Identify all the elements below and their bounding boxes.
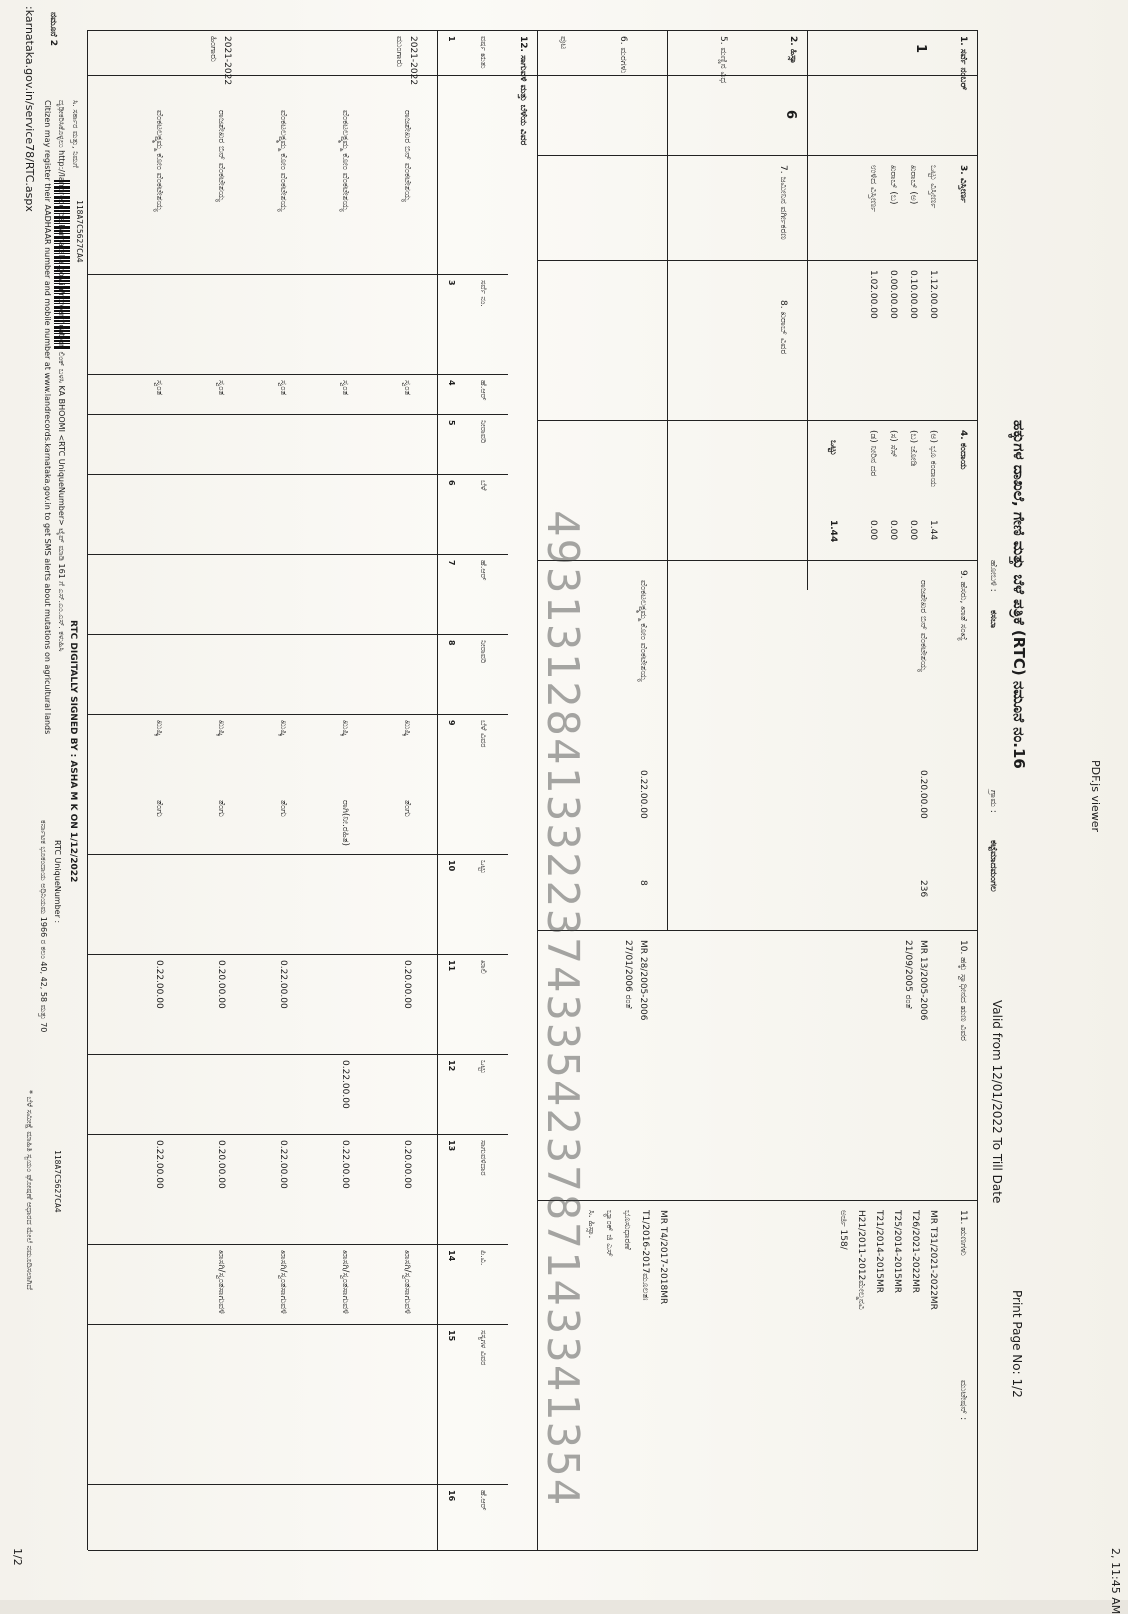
crop-row-year: 2021-2022 — [408, 36, 418, 86]
crop-row-type: ಸ್ವಂತ — [402, 380, 412, 396]
crop-column-divider — [88, 374, 508, 375]
page-label: ಪುಟ — [558, 36, 568, 50]
hobli-label: ಹೋಬಳಿ : — [988, 560, 998, 592]
col11-entry: MR T4/2017-2018MR — [658, 1210, 668, 1305]
col10-entry-2: MR 28/2005-2006 — [638, 940, 648, 1021]
tax-row-value: 0.00 — [908, 520, 918, 541]
hissa-label: 2. ಹಿಸ್ಸಾ — [788, 36, 798, 64]
owner-area-1: 0.20.00.00 — [918, 770, 928, 819]
crop-header-label: ಒಟ್ಟು — [479, 1060, 488, 1074]
crop-row-mark: ಖಾಸಗಿ/ಸ್ವಂತಸಾಗುವಳಿ — [340, 1250, 350, 1314]
owner-area-2: 0.22.00.00 — [638, 770, 648, 819]
crop-column-divider — [88, 854, 508, 855]
extent-row-value: 1.02.00.00 — [868, 270, 878, 319]
owner-khata-1: 236 — [918, 880, 928, 898]
crop-header-number: 7 — [447, 560, 456, 566]
owner-name-1: ರಾಜಶೇಖರ ಬಿನ್ ವೆಂಕಟೇಶಯ್ಯ — [918, 580, 928, 672]
crop-row-mark: ಖಾಸಗಿ/ಸ್ವಂತಸಾಗುವಳಿ — [402, 1250, 412, 1314]
crop-row-crop: ತೆಂಗು — [278, 800, 288, 817]
frame-top — [977, 30, 978, 1550]
survey-number: 1 — [913, 44, 928, 54]
tax-row-label: (ಡ) ನೀರಿನ ದರ — [868, 430, 878, 477]
crop-column-divider — [88, 274, 508, 275]
crop-header-number: 5 — [447, 420, 456, 426]
extent-row-label: ಖರಾಬ್ (ಅ) — [908, 165, 918, 205]
col10-date-2: 27/01/2006 ರಂತೆ — [623, 940, 633, 1009]
col10-date-1: 21/09/2005 ರಂತೆ — [903, 940, 913, 1009]
crop-column-divider — [88, 1484, 508, 1485]
crop-row-type: ಸ್ವಂತ — [340, 380, 350, 396]
crop-row-name: ರಾಜಶೇಖರ ಬಿನ್ ವೆಂಕಟೇಶಯ್ಯ — [402, 110, 412, 202]
note-line: ಸಿ. ಸರ್ಕಾರ ಮತ್ತು, ನಿಮಗೆ — [71, 100, 80, 168]
divider-tax — [538, 420, 978, 421]
crop-survey-note: * ಬೆಳೆ ಸಮೀಕ್ಷೆ ಮಾಹಿತಿ ಸ್ವಯಂ ಘೋಷಣೆ ಆಧಾರದ ಮೇಲೆ ನಮೂದಿಸಲಾಗಿದೆ — [25, 1090, 34, 1290]
crop-column-divider — [88, 474, 508, 475]
crop-header-number: 11 — [447, 960, 456, 972]
crop-header-number: 15 — [447, 1330, 456, 1342]
crop-column-divider — [88, 1054, 508, 1055]
crop-column-divider — [88, 634, 508, 635]
crop-row-type: ಸ್ವಂತ — [216, 380, 226, 396]
col11-entry: ಭೂಸುಧಾರಣೆ — [622, 1210, 632, 1250]
col11-entry: H21/2011-2012ಮೇಲ್ಮನವಿ — [856, 1210, 866, 1310]
col11-entry: ಬ್ಯಾಂಕ್ ಜಿ ಎಸ್ — [604, 1210, 614, 1257]
crop-header-label: ಪಿ.ವಿ. — [479, 1250, 488, 1266]
valid-from-label: Valid from 12/01/2022 To Till Date — [990, 1000, 1004, 1204]
survey-label: 1. ಸರ್ವೆ ನಂಬರ್ — [958, 36, 968, 91]
document-title: ಹಕ್ಕುಗಳ ದಾಖಲೆ, ಗೇಣಿ ಮತ್ತು ಬೆಳೆ ಪತ್ರಿಕೆ (RTC) ನಮೂನೆ ನಂ.16 — [1010, 420, 1028, 769]
page-counter: 1/2 — [11, 1548, 24, 1566]
crop-row-season: ಹಿಂಗಾರು — [208, 36, 218, 62]
crop-header-number: 10 — [447, 860, 456, 872]
village-label: ಗ್ರಾಮ : — [988, 790, 998, 813]
crop-header-label: ಬೆಳೆ ವಿವರ — [479, 720, 488, 748]
crop-header-label: ಬೆಳೆ — [479, 480, 488, 491]
tax-total-label: ಒಟ್ಟು — [828, 440, 838, 456]
crop-header-bottom — [437, 30, 438, 1550]
viewer-title: PDF.js viewer — [1089, 760, 1102, 833]
crop-header-label: ಹೆ.ಆರ್ — [479, 560, 488, 581]
crop-header-number: 1 — [447, 36, 456, 42]
sms-text: Citizen may register their AADHAAR number and mobile number at www.landrecords.karnataka.gov.in to get SMS alerts about mutations on agricultural lands — [43, 100, 52, 735]
crop-row-name: ರಾಜಶೇಖರ ಬಿನ್ ವೆಂಕಟೇಶಯ್ಯ — [216, 110, 226, 202]
unique-number-label: RTC UniqueNumber : — [53, 840, 62, 924]
tax-row-value: 1.44 — [928, 520, 938, 541]
tax-row-label: (ಅ) ಭೂ ಕಂದಾಯ — [928, 430, 938, 488]
owner-col-header: 9. ಹೆಸರು, ಖಾತೆ ಸಂಖ್ಯೆ — [958, 570, 968, 641]
col10-entry-1: MR 13/2005-2006 — [918, 940, 928, 1021]
col11-entry: T26/2021-2022MR — [910, 1210, 920, 1294]
crop-row-name: ವೆಂಕಟಲಕ್ಷ್ಮಮ್ಮ ಕೋಂ ವೆಂಕಟೇಶಯ್ಯ — [154, 110, 164, 212]
crop-header-number: 4 — [447, 380, 456, 386]
crop-row-year: 2021-2022 — [222, 36, 232, 86]
divider-col11 — [538, 1200, 978, 1201]
divider-tax-values — [538, 560, 978, 561]
print-page-label: Print Page No: 1/2 — [1010, 1290, 1024, 1398]
crop-row-mark: ಖಾಸಗಿ/ಸ್ವಂತಸಾಗುವಳಿ — [216, 1250, 226, 1314]
watermark-number: 49313128413322374335423787143341354 — [537, 510, 588, 1508]
soil-label: 5. ಮಣ್ಣಿನ ವಿಧ — [718, 36, 728, 84]
tax-row-value: 0.00 — [868, 520, 878, 541]
crop-header-number: 16 — [447, 1490, 456, 1502]
owner-name-2: ವೆಂಕಟಲಕ್ಷ್ಮಮ್ಮ ಕೋಂ ವೆಂಕಟೇಶಯ್ಯ — [638, 580, 648, 682]
col11-entry: T1/2016-2017ಮೂಲತಃ — [640, 1210, 650, 1301]
crop-row-crop: ರಾಗಿ(ನೀ.ರಹಿತ) — [340, 800, 350, 847]
khb-label: 8. ಖರಾಬ್ ವಿವರ — [778, 300, 788, 355]
crop-column-divider — [88, 1324, 508, 1325]
crop-row-irrigation: ಖುಷ್ಕಿ — [154, 720, 164, 737]
crop-table-title: 12. ಸಾಗುವಳಿ ಮತ್ತು ಬೆಳೆಯ ವಿವರ — [518, 36, 528, 146]
trees-label: 6. ಮರಗಳು — [618, 36, 628, 74]
crop-header-number: 12 — [447, 1060, 456, 1072]
crop-row-area-12: 0.20.00.00 — [216, 1140, 226, 1189]
land-class-label: 7. ಜಮೀನಿನ ವರ್ಗೀಕರಣ — [778, 165, 788, 240]
crop-row-area-12: 0.22.00.00 — [340, 1140, 350, 1189]
crop-header-label: ಸಾಗುವಳಿದಾರ — [479, 1140, 488, 1176]
crop-row-irrigation: ಖುಷ್ಕಿ — [216, 720, 226, 737]
crop-column-divider — [88, 954, 508, 955]
col11-entry: ಅರ್ಜಿ 158/ — [838, 1210, 848, 1250]
crop-row-area-10: 0.22.00.00 — [154, 960, 164, 1009]
extent-row-label: ಉಳಿದ ವಿಸ್ತೀರ್ಣ — [868, 165, 878, 212]
crop-row-name: ವೆಂಕಟಲಕ್ಷ್ಮಮ್ಮ ಕೋಂ ವೆಂಕಟೇಶಯ್ಯ — [340, 110, 350, 212]
col11-entry: MR T31/2021-2022MR — [928, 1210, 938, 1310]
crop-header-number: 13 — [447, 1140, 456, 1152]
crop-row-irrigation: ಖುಷ್ಕಿ — [340, 720, 350, 737]
extent-row-label: ಒಟ್ಟು ವಿಸ್ತೀರ್ಣ — [928, 165, 938, 209]
form-number: ನಮೂನೆ 2 — [48, 12, 58, 47]
page-url[interactable]: :karnataka.gov.in/service78/RTC.aspx — [23, 6, 36, 212]
crop-column-divider — [88, 714, 508, 715]
crop-row-irrigation: ಖುಷ್ಕಿ — [402, 720, 412, 737]
col11-entry: T21/2014-2015MR — [874, 1210, 884, 1294]
crop-header-label: ಸರ್ವೆ ನಂ. — [479, 280, 488, 307]
tax-header: 4. ಕಂದಾಯ — [958, 430, 968, 470]
crop-row-crop: ತೆಂಗು — [216, 800, 226, 817]
unique-number: 118A7C5627CA4 — [53, 1150, 62, 1213]
crop-header-number: 8 — [447, 640, 456, 646]
crop-row-type: ಸ್ವಂತ — [154, 380, 164, 396]
crop-row-crop: ತೆಂಗು — [402, 800, 412, 817]
verify-text: ದೃಢೀಕರಿಸಿಕೊಳ್ಳಲು http://landrecords.karnataka.gov.in/rtcverification ಲಿಂಕ್ ಬಳಸಿ KA BHOOMI <RTC UniqueNumber> ಟೈಪ್ ಮಾಡಿ 161 ಗೆ ಎಸ್.ಎಂ.ಎಸ್. ಕಳುಹಿಸಿ — [57, 100, 66, 652]
crop-row-area-10: 0.20.00.00 — [402, 960, 412, 1009]
signed-by: RTC DIGITALLY SIGNED BY : ASHA M K ON 1/12/2022 — [68, 620, 78, 883]
tax-row-label: (ಬ) ಜೋಡಿ — [908, 430, 918, 467]
crop-column-divider — [88, 414, 508, 415]
crop-header-label: ಹೆ.ಆರ್ — [479, 380, 488, 401]
col11-entry: ಸಿ. ಹಿಸ್ಸಾ. — [586, 1210, 596, 1239]
crop-row-irrigation: ಖುಷ್ಕಿ — [278, 720, 288, 737]
extent-row-value: 1.12.00.00 — [928, 270, 938, 319]
divider-owners — [667, 30, 668, 930]
extent-row-value: 0.10.00.00 — [908, 270, 918, 319]
divider-col10 — [538, 930, 978, 931]
frame-left — [88, 30, 978, 31]
crop-row-area-10: 0.22.00.00 — [278, 960, 288, 1009]
crop-header-number: 3 — [447, 280, 456, 286]
crop-column-divider — [88, 1244, 508, 1245]
crop-column-divider — [88, 1134, 508, 1135]
act-reference: ಕರ್ನಾಟಕ ಭೂಕಂದಾಯ ಅಧಿನಿಯಮ 1966 ರ ಕಲಂ 40, 42, 58 ಮತ್ತು 70 — [39, 820, 48, 1033]
tax-row-value: 0.00 — [888, 520, 898, 541]
crop-row-area-11: 0.22.00.00 — [340, 1060, 350, 1109]
col11-header: 11. ಋಣಗಳು — [958, 1210, 968, 1256]
frame-bottom — [87, 30, 88, 1550]
crop-row-area-12: 0.20.00.00 — [402, 1140, 412, 1189]
crop-row-name: ವೆಂಕಟಲಕ್ಷ್ಮಮ್ಮ ಕೋಂ ವೆಂಕಟೇಶಯ್ಯ — [278, 110, 288, 212]
col10-header: 10. ಹಕ್ಕು ಸ್ವಾಧೀನದ ಋಣ ವಿವರ — [958, 940, 968, 1041]
crop-header-label: ಖಾಲಿ — [479, 960, 488, 974]
crop-header-label: ವರ್ಷ ಋತು — [479, 36, 488, 69]
extent-row-value: 0.00.00.00 — [888, 270, 898, 319]
crop-row-area-10: 0.20.00.00 — [216, 960, 226, 1009]
crop-row-mark: ಖಾಸಗಿ/ಸ್ವಂತಸಾಗುವಳಿ — [278, 1250, 288, 1314]
clock-text: 2, 11:45 AM — [1109, 1548, 1122, 1614]
divider-soil — [807, 30, 808, 590]
barcode-number: 118A7C5627CA4 — [75, 200, 84, 263]
tax-row-label: (ಸ) ಸೆಸ್ — [888, 430, 898, 458]
crop-column-divider — [88, 554, 508, 555]
crop-header-label: ಹೆ.ಆರ್ — [479, 1490, 488, 1511]
crop-header-label: ನೀರಾವರಿ — [479, 420, 488, 444]
hobli-name: ಕಸಬಾ — [988, 610, 998, 629]
col11-entry: T25/2014-2015MR — [892, 1210, 902, 1294]
extent-row-label: ಖರಾಬ್ (ಬ) — [888, 165, 898, 205]
crop-header-number: 9 — [447, 720, 456, 726]
crop-row-season: ಮುಂಗಾರು — [394, 36, 404, 68]
crop-header-number: 14 — [447, 1250, 456, 1262]
crop-row-type: ಸ್ವಂತ — [278, 380, 288, 396]
crop-row-area-12: 0.22.00.00 — [278, 1140, 288, 1189]
col11-subheader: ಮುಟೇಷನ್ : — [958, 1380, 968, 1421]
crop-row-area-12: 0.22.00.00 — [154, 1140, 164, 1189]
crop-header-label: ಒಟ್ಟು — [479, 860, 488, 874]
crop-header-label: ಸಸ್ಯಗಳ ವಿವರ — [479, 1330, 488, 1366]
crop-header-number: 6 — [447, 480, 456, 486]
hissa-number: 6 — [783, 110, 798, 120]
crop-header-label: ನೀರಾವರಿ — [479, 640, 488, 664]
frame-right — [88, 1550, 978, 1551]
extent-header: 3. ವಿಸ್ತೀರ್ಣ — [958, 165, 968, 203]
owner-khata-2: 8 — [638, 880, 648, 886]
divider-extent — [538, 260, 978, 261]
village-name: ಕಟ್ಟೆಮಾದಮಂಗಲ — [988, 840, 998, 892]
divider-hissa — [538, 155, 978, 156]
crop-row-crop: ತೆಂಗು — [154, 800, 164, 817]
tax-total-value: 1.44 — [828, 520, 838, 543]
